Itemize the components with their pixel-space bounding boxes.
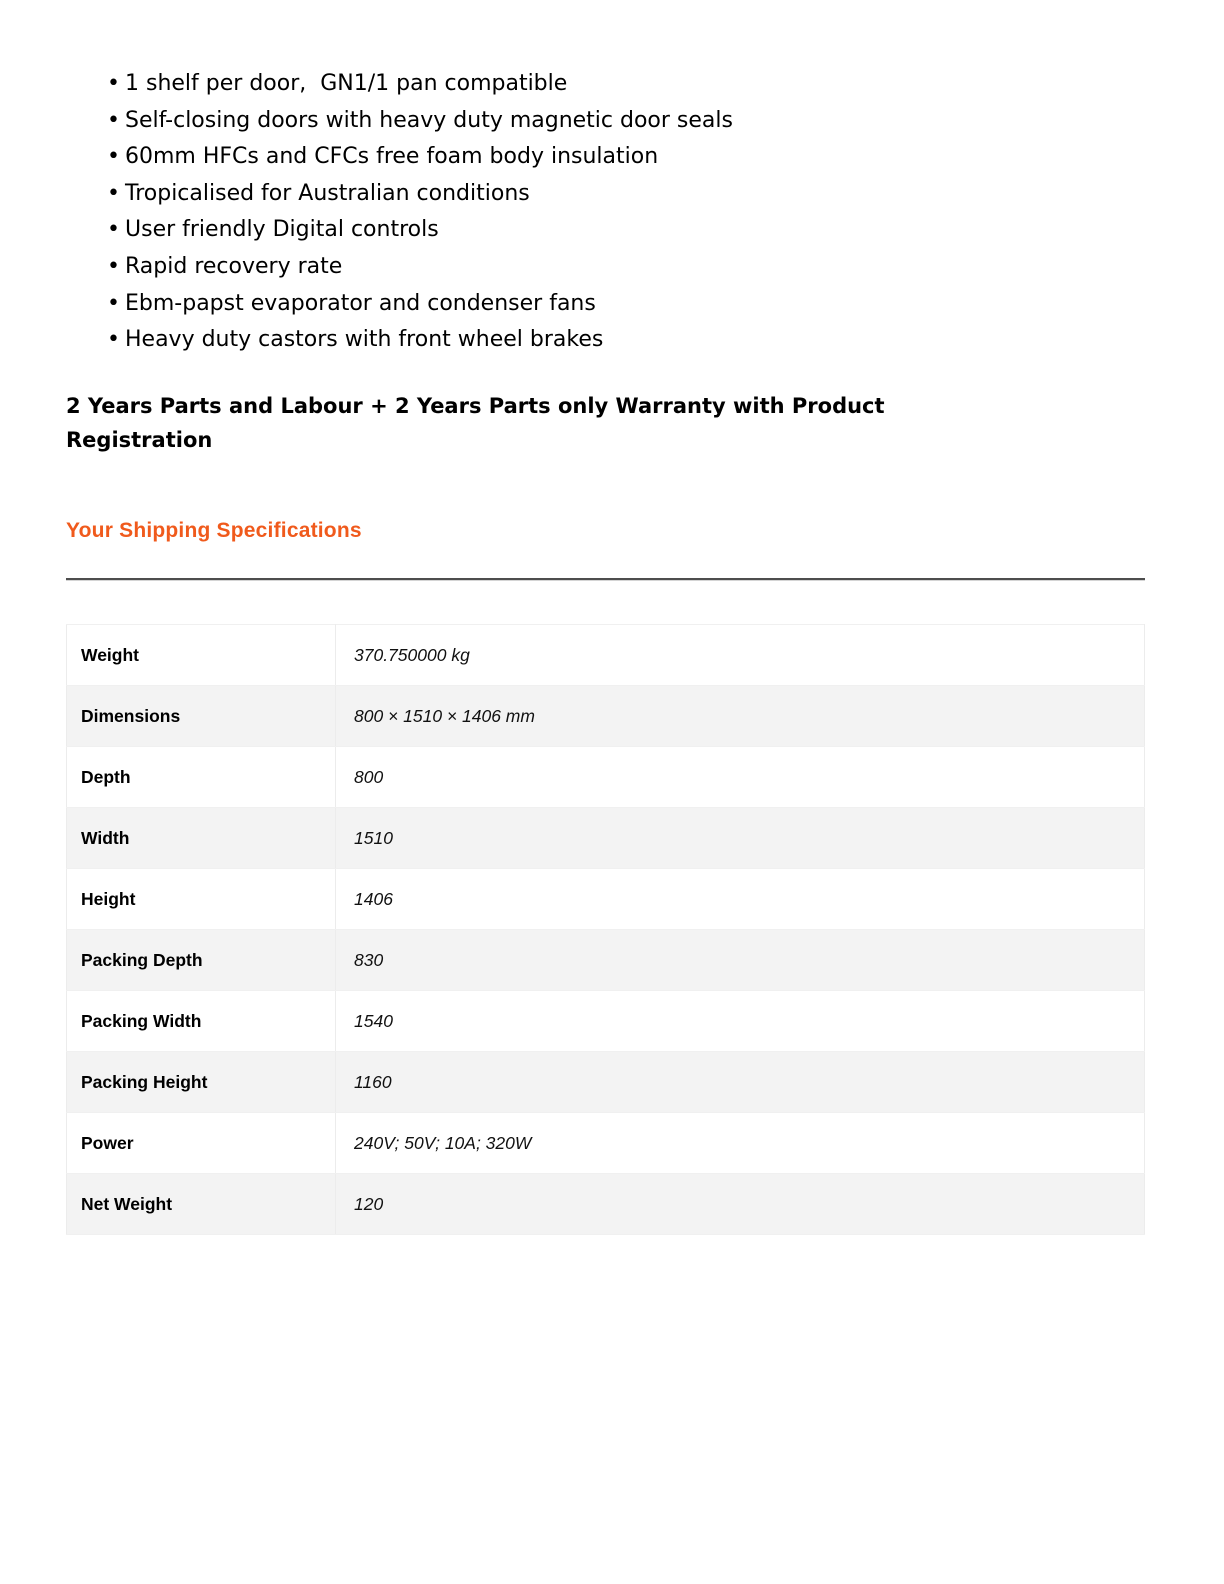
spec-value: 120 [336, 1174, 1145, 1235]
bullet-icon: • [107, 107, 120, 133]
bullet-icon: • [107, 180, 120, 206]
feature-list-item [66, 103, 1146, 140]
spec-value: 1540 [336, 991, 1145, 1052]
bullet-icon: • [107, 253, 120, 279]
table-row [67, 1113, 1145, 1174]
feature-list-item-label: 60mm HFCs and CFCs free foam body insulation [125, 144, 659, 170]
feature-list-item-label: User friendly Digital controls [125, 217, 439, 243]
feature-list-item [66, 322, 1146, 359]
section-divider [66, 578, 1145, 581]
spec-value: 830 [336, 930, 1145, 991]
spec-value: 240V; 50V; 10A; 320W [336, 1113, 1145, 1174]
table-row [67, 625, 1145, 686]
table-row [67, 808, 1145, 869]
spec-value: 370.750000 kg [336, 625, 1145, 686]
spec-label: Depth [67, 747, 336, 808]
feature-list-item [66, 66, 1146, 103]
spec-value: 1160 [336, 1052, 1145, 1113]
feature-list-item-label: Rapid recovery rate [125, 253, 343, 279]
feature-list-item [66, 249, 1146, 286]
spec-label: Height [67, 869, 336, 930]
spec-label: Dimensions [67, 686, 336, 747]
bullet-icon: • [107, 290, 120, 316]
shipping-specifications-table-container [66, 624, 1145, 1235]
spec-value: 1510 [336, 808, 1145, 869]
spec-value: 800 [336, 747, 1145, 808]
table-row [67, 1052, 1145, 1113]
feature-list-item [66, 139, 1146, 176]
spec-label: Power [67, 1113, 336, 1174]
feature-list-item-label: Heavy duty castors with front wheel brakes [125, 327, 604, 353]
table-row [67, 869, 1145, 930]
feature-list-item-label: Self-closing doors with heavy duty magnetic door seals [125, 107, 733, 133]
feature-list-item [66, 212, 1146, 249]
spec-value: 1406 [336, 869, 1145, 930]
feature-list-item [66, 176, 1146, 213]
spec-label: Weight [67, 625, 336, 686]
feature-list-item-label: Ebm-papst evaporator and condenser fans [125, 290, 596, 316]
shipping-specifications-table [66, 624, 1145, 1235]
bullet-icon: • [107, 71, 120, 96]
spec-label: Width [67, 808, 336, 869]
table-row [67, 991, 1145, 1052]
spec-label: Packing Depth [67, 930, 336, 991]
table-row [67, 930, 1145, 991]
shipping-specifications-heading: Your Shipping Specifications [66, 519, 362, 542]
warranty-statement: 2 Years Parts and Labour + 2 Years Parts only Warranty with Product Registration [66, 394, 885, 452]
spec-label: Net Weight [67, 1174, 336, 1235]
feature-list-item [66, 286, 1146, 323]
bullet-icon: • [107, 217, 120, 243]
table-row [67, 747, 1145, 808]
bullet-icon: • [107, 144, 120, 170]
feature-list-item-label: 1 shelf per door, GN1/1 pan compatible [125, 71, 568, 96]
bullet-icon: • [107, 327, 120, 353]
spec-label: Packing Width [67, 991, 336, 1052]
feature-list-item-label: Tropicalised for Australian conditions [125, 180, 530, 206]
spec-label: Packing Height [67, 1052, 336, 1113]
table-row [67, 686, 1145, 747]
table-row [67, 1174, 1145, 1235]
spec-value: 800 × 1510 × 1406 mm [336, 686, 1145, 747]
feature-list [66, 66, 1146, 359]
